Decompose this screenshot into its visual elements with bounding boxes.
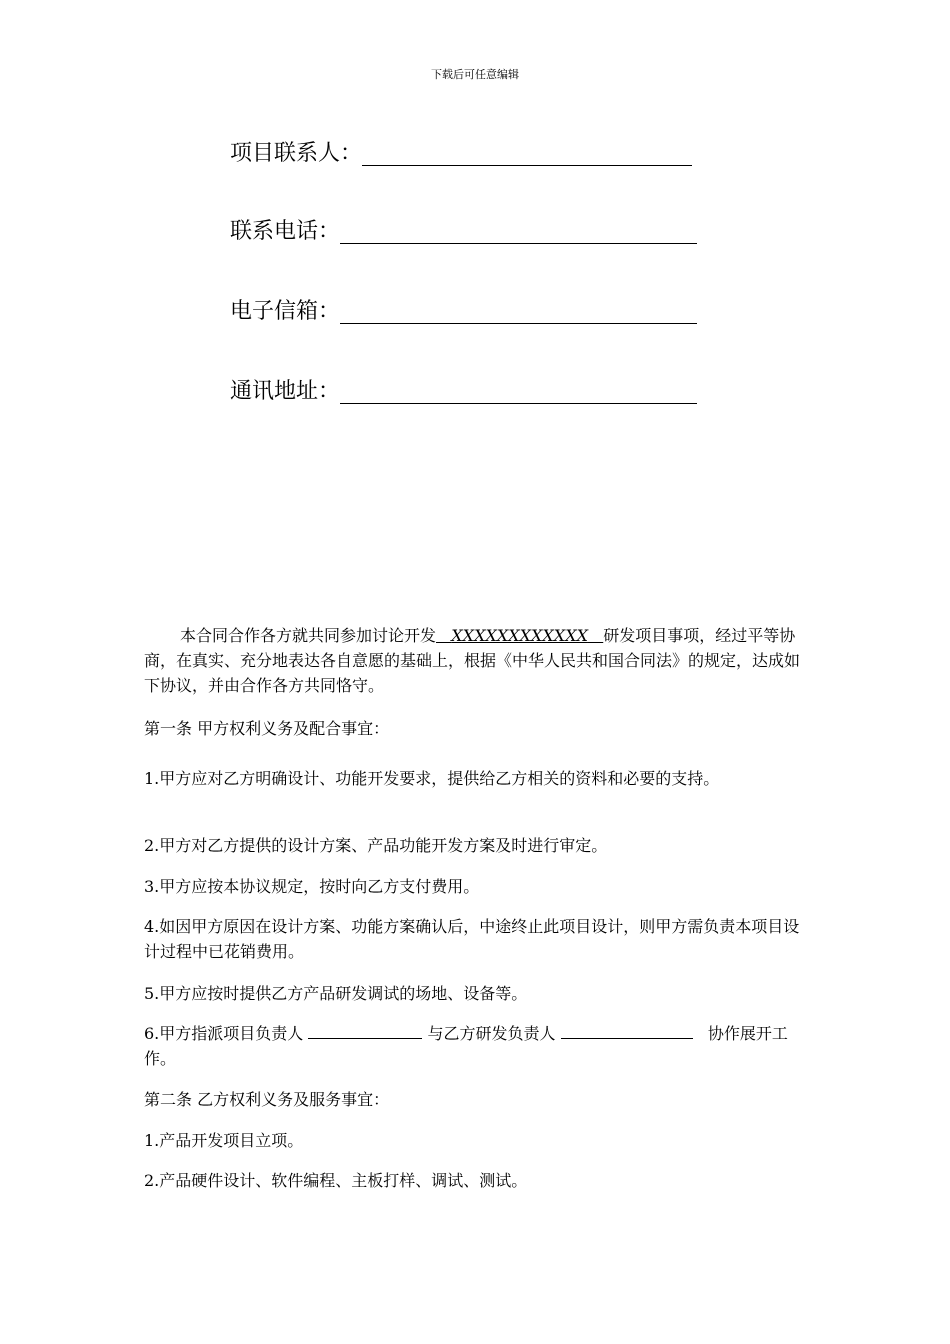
article1-item-6	[144, 1021, 804, 1071]
contact-row-email	[230, 294, 697, 326]
article1-item-4: 4.如因甲方原因在设计方案、功能方案确认后，中途终止此项目设计，则甲方需负责本项目设计过程中已花销费用。	[144, 917, 800, 961]
article2-title: 第二条 乙方权利义务及服务事宜：	[144, 1090, 390, 1109]
header-note: 下载后可任意编辑	[431, 68, 519, 81]
item6-text-1: 6.甲方指派项目负责人	[144, 1024, 304, 1043]
article1-item-5: 5.甲方应按时提供乙方产品研发调试的场地、设备等。	[144, 984, 528, 1003]
contact-label-address: 通讯地址：	[230, 379, 341, 404]
article2-item-2: 2.产品硬件设计、软件编程、主板打样、调试、测试。	[144, 1171, 528, 1190]
contact-row-address	[230, 374, 697, 406]
contact-row-project-contact	[230, 136, 692, 168]
item6-text-2: 与乙方研发负责人	[427, 1024, 556, 1043]
contact-blank-project-contact	[362, 139, 692, 166]
contact-label-email: 电子信箱：	[230, 299, 341, 324]
contact-blank-address	[340, 377, 697, 404]
contact-label-project-contact: 项目联系人：	[230, 141, 363, 166]
article1-item-3: 3.甲方应按本协议规定，按时向乙方支付费用。	[144, 877, 480, 896]
article1-item-1: 1.甲方应对乙方明确设计、功能开发要求，提供给乙方相关的资料和必要的支持。	[144, 769, 720, 788]
contact-blank-email	[340, 297, 697, 324]
article1-title: 第一条 甲方权利义务及配合事宜：	[144, 719, 390, 738]
contact-label-phone: 联系电话：	[230, 219, 341, 244]
contact-blank-phone	[340, 217, 697, 244]
intro-text-2: 研发项目事项，经过平等协商，在真实、充分地表达各自意愿的基础上，根据《中华人民共和国合同法》的规定，达成如下协议，并由合作各方共同恪守。	[144, 626, 801, 695]
blank-party-a-lead	[308, 1021, 422, 1039]
article2-item-1: 1.产品开发项目立项。	[144, 1131, 304, 1150]
project-name: XXXXXXXXXXXX	[451, 626, 588, 645]
intro-paragraph	[144, 623, 804, 698]
article1-item-2: 2.甲方对乙方提供的设计方案、产品功能开发方案及时进行审定。	[144, 836, 608, 855]
contact-row-phone	[230, 214, 697, 246]
intro-text-1: 本合同合作各方就共同参加讨论开发	[180, 626, 437, 645]
blank-party-b-lead	[561, 1021, 693, 1039]
item6-text-3: 协作展开工作。	[144, 1024, 788, 1068]
